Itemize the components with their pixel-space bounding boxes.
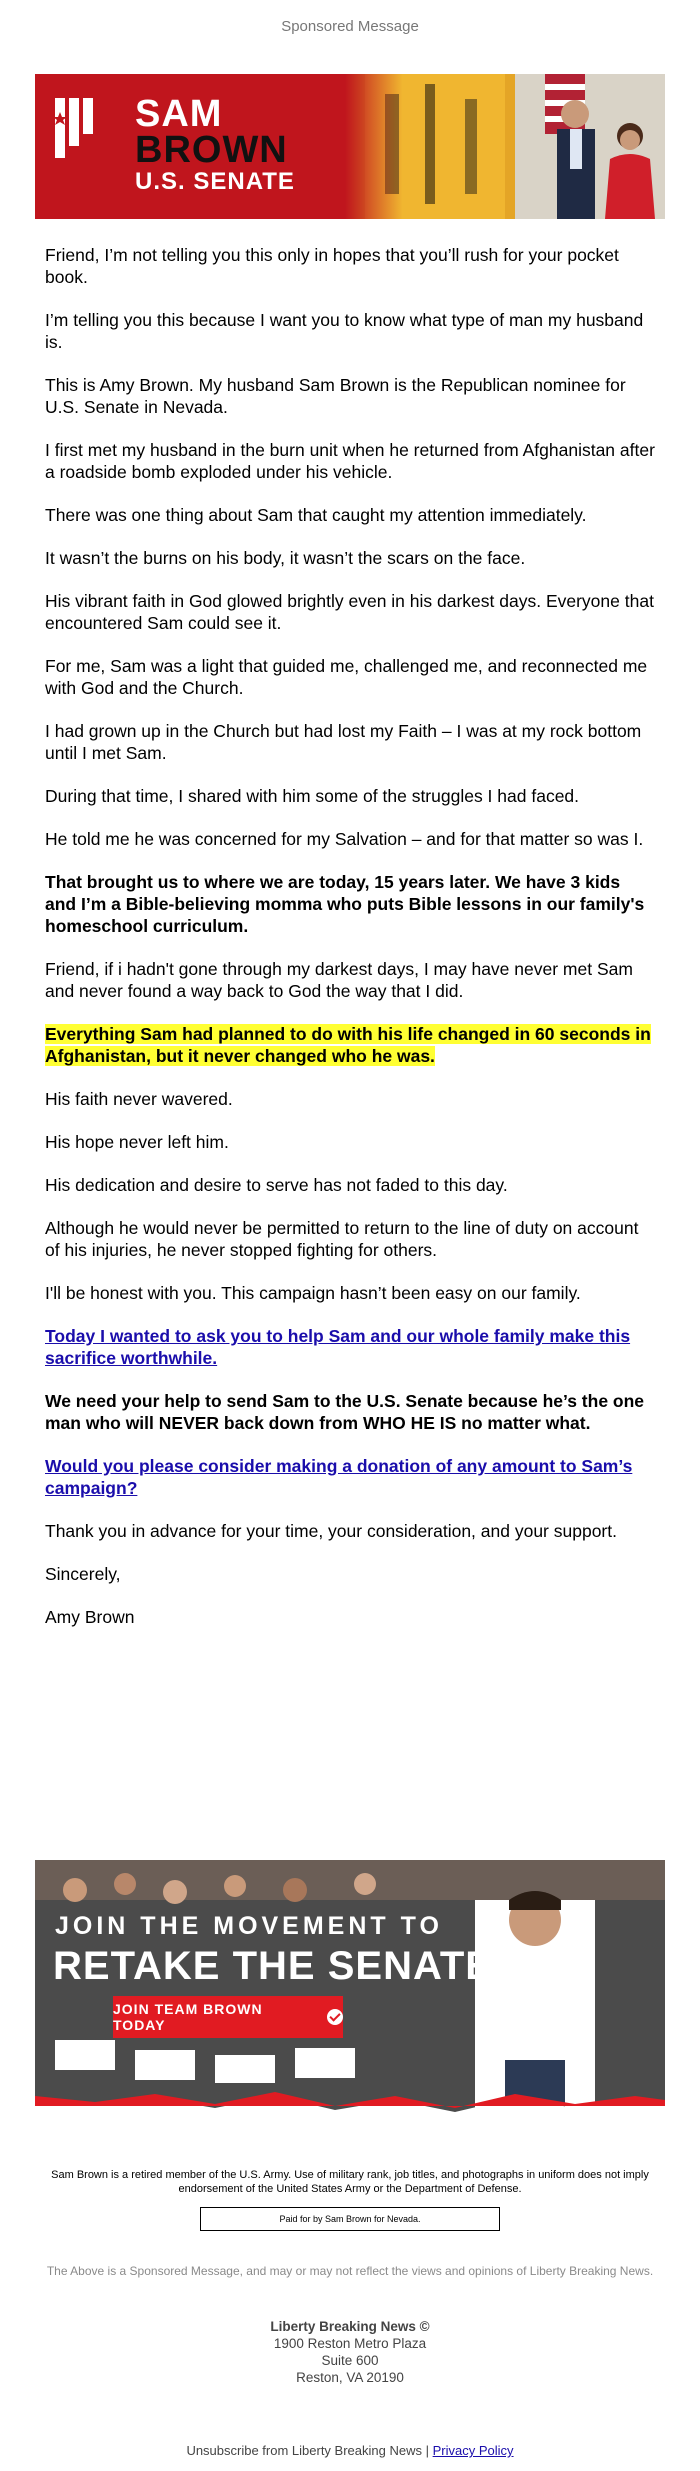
highlighted-paragraph: Everything Sam had planned to do with his life changed in 60 seconds in Afghanistan, but it never changed who he was. — [45, 1024, 651, 1066]
letter-paragraph: His hope never left him. — [45, 1132, 229, 1152]
cta-button-label: JOIN TEAM BROWN TODAY — [113, 2001, 263, 2033]
letter-paragraph: His faith never wavered. — [45, 1089, 233, 1109]
join-movement-banner[interactable] — [35, 1860, 665, 2135]
publisher-name: Liberty Breaking News © — [270, 2319, 430, 2334]
publisher-address — [0, 2318, 700, 2386]
letter-paragraph: During that time, I shared with him some of the struggles I had faced. — [45, 786, 580, 806]
footer-links — [0, 2443, 700, 2458]
header-banner[interactable] — [35, 74, 665, 219]
candidate-last-name: BROWN — [135, 129, 288, 171]
letter-paragraph: This is Amy Brown. My husband Sam Brown is the Republican nominee for U.S. Senate in Nevada. — [45, 375, 626, 417]
letter-paragraph: It wasn’t the burns on his body, it wasn’t the scars on the face. — [45, 548, 526, 568]
cta-headline-line1: JOIN THE MOVEMENT TO — [55, 1912, 443, 1940]
letter-paragraph: I first met my husband in the burn unit when he returned from Afghanistan after a roadside bomb exploded under his vehicle. — [45, 440, 655, 482]
letter-paragraph: There was one thing about Sam that caught my attention immediately. — [45, 505, 587, 525]
flag-logo-icon — [55, 98, 95, 158]
letter-paragraph: Thank you in advance for your time, your consideration, and your support. — [45, 1521, 617, 1541]
address-line: 1900 Reston Metro Plaza — [273, 2336, 427, 2351]
join-team-brown-button[interactable] — [113, 1996, 343, 2038]
letter-paragraph: He told me he was concerned for my Salvation – and for that matter so was I. — [45, 829, 644, 849]
letter-body — [45, 244, 655, 1649]
letter-paragraph: His dedication and desire to serve has not faded to this day. — [45, 1175, 508, 1195]
unsubscribe-link[interactable]: Unsubscribe from Liberty Breaking News — [186, 2443, 422, 2458]
letter-bold-paragraph: That brought us to where we are today, 15 years later. We have 3 kids and I’m a Bible-believing momma who puts Bible lessons in our family's homeschool curriculum. — [45, 872, 645, 936]
privacy-policy-link[interactable]: Privacy Policy — [432, 2443, 514, 2458]
candidate-photo — [345, 74, 665, 219]
letter-signature: Amy Brown — [45, 1607, 135, 1627]
sponsored-note: The Above is a Sponsored Message, and may or may not reflect the views and opinions of Liberty Breaking News. — [46, 2264, 654, 2278]
letter-closing: Sincerely, — [45, 1564, 121, 1584]
letter-paragraph: I'll be honest with you. This campaign hasn’t been easy on our family. — [45, 1283, 581, 1303]
letter-paragraph: I’m telling you this because I want you to know what type of man my husband is. — [45, 310, 644, 352]
help-family-link[interactable]: Today I wanted to ask you to help Sam and our whole family make this sacrifice worthwhile. — [45, 1326, 631, 1368]
letter-paragraph: Although he would never be permitted to return to the line of duty on account of his injuries, he never stopped fighting for others. — [45, 1218, 639, 1260]
paid-for-box: Paid for by Sam Brown for Nevada. — [200, 2207, 500, 2231]
letter-paragraph: Friend, if i hadn't gone through my darkest days, I may have never met Sam and never found a way back to God the way that I did. — [45, 959, 633, 1001]
letter-paragraph: Friend, I’m not telling you this only in hopes that you’ll rush for your pocket book. — [45, 245, 619, 287]
candidate-logo — [135, 93, 295, 196]
footer-separator: | — [425, 2443, 429, 2458]
military-disclaimer: Sam Brown is a retired member of the U.S. Army. Use of military rank, job titles, and photographs in uniform does not imply endorsement of the United States Army or the Department of Defense. — [51, 2169, 649, 2195]
sponsored-label: Sponsored Message — [281, 18, 419, 35]
cta-headline-line2: RETAKE THE SENATE — [53, 1944, 493, 1988]
letter-paragraph: His vibrant faith in God glowed brightly even in his darkest days. Everyone that encountered Sam could see it. — [45, 591, 654, 633]
letter-paragraph: I had grown up in the Church but had lost my Faith – I was at my rock bottom until I met Sam. — [45, 721, 642, 763]
check-circle-icon — [327, 2009, 343, 2025]
address-line: Suite 600 — [321, 2353, 379, 2368]
letter-bold-paragraph: We need your help to send Sam to the U.S. Senate because he’s the one man who will NEVER back down from WHO HE IS no matter what. — [45, 1391, 645, 1433]
letter-paragraph: For me, Sam was a light that guided me, challenged me, and reconnected me with God and the Church. — [45, 656, 648, 698]
candidate-first-name: SAM — [135, 93, 223, 135]
donation-link[interactable]: Would you please consider making a donation of any amount to Sam’s campaign? — [45, 1456, 633, 1498]
candidate-office: U.S. SENATE — [135, 168, 295, 195]
address-line: Reston, VA 20190 — [296, 2370, 404, 2385]
